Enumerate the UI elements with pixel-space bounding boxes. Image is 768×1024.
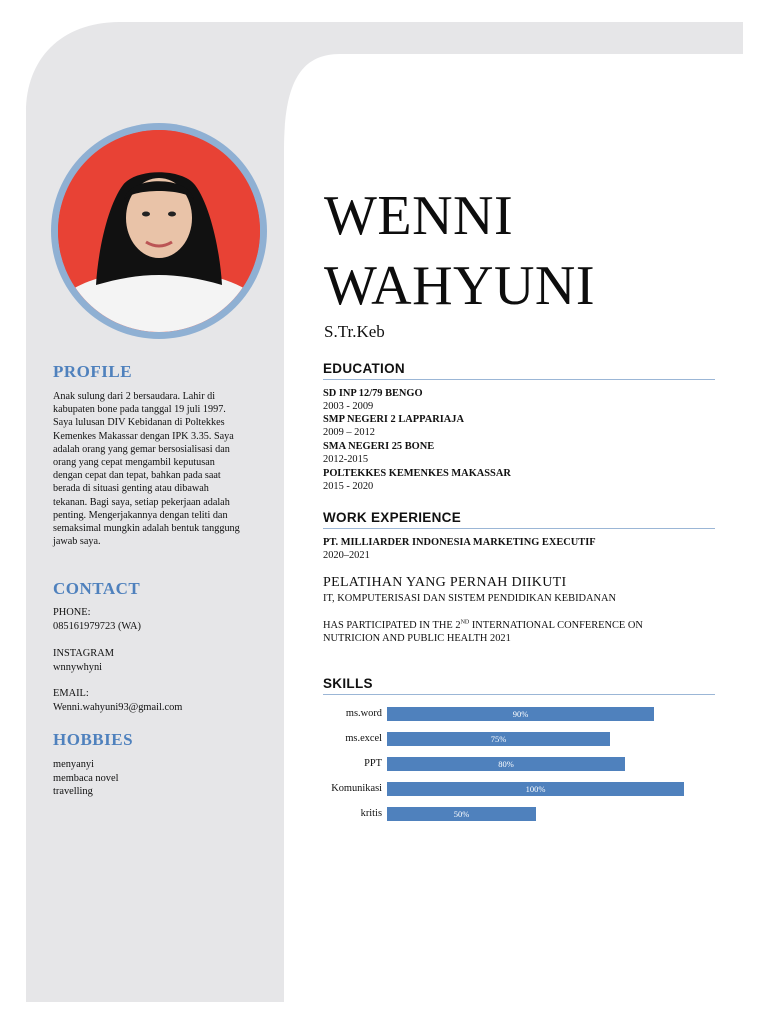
skills-heading: SKILLS xyxy=(323,675,715,695)
contact-heading: CONTACT xyxy=(53,579,141,598)
profile-line: Saya lulusan DIV Kebidanan di Poltekkes xyxy=(53,417,225,429)
skill-bar: 80% xyxy=(387,757,625,771)
skill-bar: 90% xyxy=(387,707,654,721)
name-first: WENNI xyxy=(324,185,514,247)
work-years: 2020–2021 xyxy=(323,550,370,561)
skill-label: ms.word xyxy=(345,708,382,719)
education-school: SMA NEGERI 25 BONE xyxy=(323,441,435,452)
skill-bar: 75% xyxy=(387,732,610,746)
degree: S.Tr.Keb xyxy=(324,322,385,341)
hobby-item: membaca novel xyxy=(53,772,119,784)
skill-label: ms.excel xyxy=(345,733,382,744)
hobbies-list xyxy=(53,758,119,799)
profile-line: jawab saya. xyxy=(53,536,101,548)
profile-text xyxy=(53,390,263,548)
instagram-value: wnnywhyni xyxy=(53,661,103,673)
name-last: WAHYUNI xyxy=(324,255,596,317)
profile-line: Kemenkes Makassar dengan IPK 3.35. Saya xyxy=(53,430,234,442)
education-school: SD INP 12/79 BENGO xyxy=(323,388,423,399)
training-heading: PELATIHAN YANG PERNAH DIIKUTI xyxy=(323,575,567,590)
skill-label: Komunikasi xyxy=(331,783,382,794)
phone-value: 085161979723 (WA) xyxy=(53,620,142,632)
profile-line: dengan cepat dan tepat, bahkan pada saat xyxy=(53,470,221,482)
skill-label: PPT xyxy=(364,758,382,769)
profile-line: penting. Mengerjakannya dengan teliti dan xyxy=(53,509,228,521)
profile-line: adalah orang yang gemar bersosialisasi dan xyxy=(53,443,230,455)
avatar xyxy=(58,130,260,332)
hobbies-heading: HOBBIES xyxy=(53,730,134,749)
instagram-label: INSTAGRAM xyxy=(53,648,114,659)
email-label: EMAIL: xyxy=(53,688,89,699)
profile-photo xyxy=(58,130,260,332)
education-years: 2015 - 2020 xyxy=(323,481,374,492)
profile-line: berada di situasi genting atau dibawah xyxy=(53,483,209,495)
education-school: POLTEKKES KEMENKES MAKASSAR xyxy=(323,468,511,479)
training-item xyxy=(323,619,643,632)
education-years: 2012-2015 xyxy=(323,454,369,465)
contact-email xyxy=(53,687,182,714)
skill-bar: 50% xyxy=(387,807,536,821)
profile-line: Anak sulung dari 2 bersaudara. Lahir di xyxy=(53,391,216,402)
training-item: IT, KOMPUTERISASI DAN SISTEM PENDIDIKAN KEBIDANAN xyxy=(323,593,617,604)
education-heading: EDUCATION xyxy=(323,360,715,380)
hobby-item: travelling xyxy=(53,786,93,797)
profile-line: tekanan. Bagi saya, setiap pekerjaan adalah xyxy=(53,496,230,508)
education-years: 2009 – 2012 xyxy=(323,427,375,438)
skill-bar: 100% xyxy=(387,782,684,796)
training-item-text: INTERNATIONAL CONFERENCE ON xyxy=(469,620,643,631)
profile-line: orang yang cepat mengambil keputusan xyxy=(53,457,215,469)
profile-line: kabupaten bone pada tanggal 19 juli 1997. xyxy=(53,404,226,416)
education-years: 2003 - 2009 xyxy=(323,401,374,412)
education-school: SMP NEGERI 2 LAPPARIAJA xyxy=(323,414,464,425)
skill-label: kritis xyxy=(360,808,382,819)
training-item-line2: NUTRICION AND PUBLIC HEALTH 2021 xyxy=(323,633,511,644)
phone-label: PHONE: xyxy=(53,607,91,618)
training-item-text: HAS PARTICIPATED IN THE 2 xyxy=(323,620,461,631)
training-item-sup: ND xyxy=(460,619,470,626)
work-role: PT. MILLIARDER INDONESIA MARKETING EXECUTIF xyxy=(323,537,596,548)
profile-line: semaksimal mungkin adalah bentuk tanggung xyxy=(53,523,240,535)
profile-heading: PROFILE xyxy=(53,362,133,381)
work-heading: WORK EXPERIENCE xyxy=(323,509,715,529)
hobby-item: menyanyi xyxy=(53,759,94,770)
contact-instagram xyxy=(53,647,114,674)
contact-phone xyxy=(53,606,141,633)
email-value: Wenni.wahyuni93@gmail.com xyxy=(53,701,183,713)
